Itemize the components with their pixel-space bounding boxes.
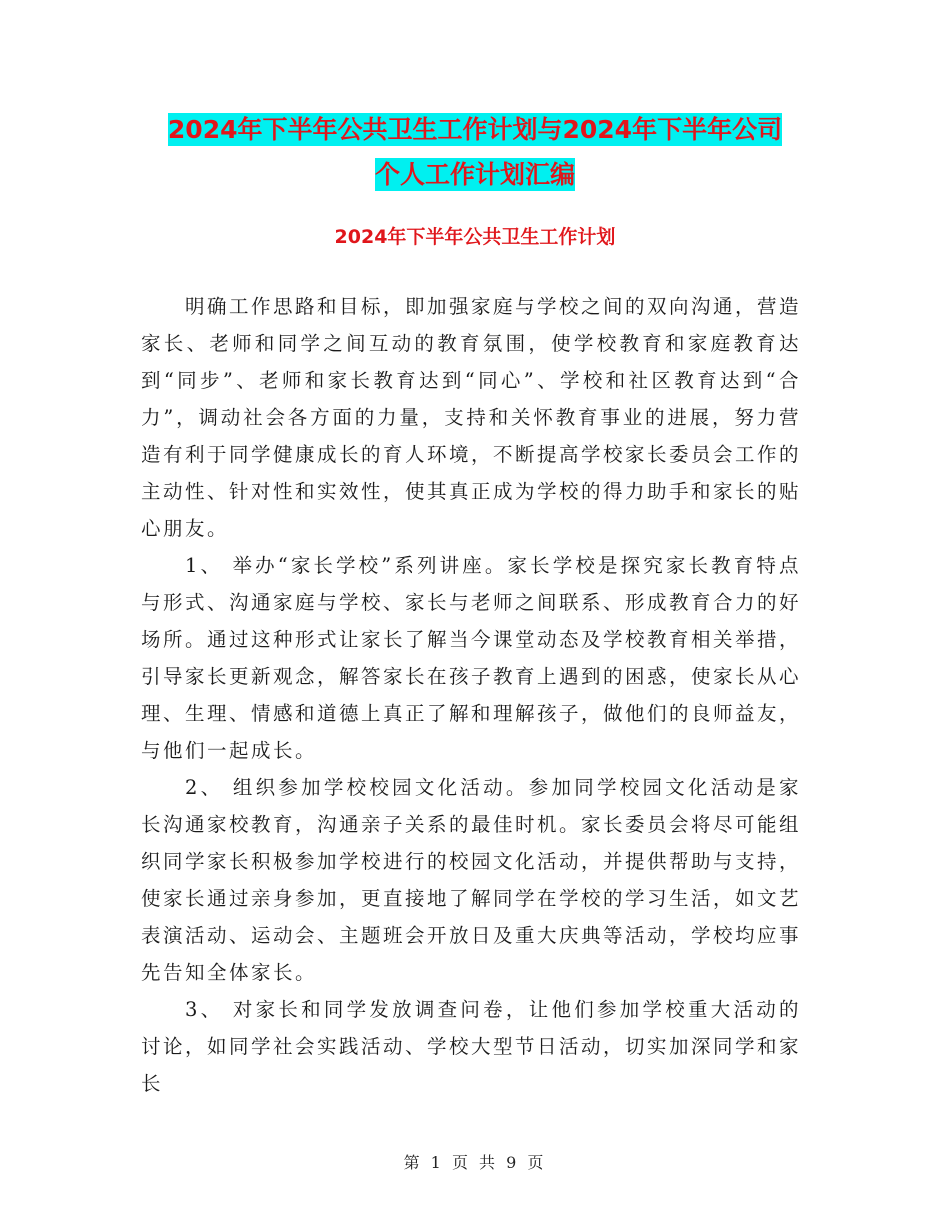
document-title-highlight-2: 个人工作计划汇编 [374,160,575,189]
document-title-line-1 [0,110,950,150]
page-footer: 第 1 页 共 9 页 [403,1153,547,1172]
section-title: 2024年下半年公共卫生工作计划 [334,226,616,248]
paragraph-item-3: 3、 对家长和同学发放调查问卷，让他们参加学校重大活动的讨论，如同学社会实践活动、学校大型节日活动，切实加深同学和家长 [141,998,802,1095]
paragraph-item-1: 1、 举办“家长学校”系列讲座。家长学校是探究家长教育特点与形式、沟通家庭与学校、家长与老师之间联系、形成教育合力的好场所。通过这种形式让家长了解当今课堂动态及学校教育相关举措，引导家长更新观念，解答家长在孩子教育上遇到的困惑，使家长从心理、生理、情感和道德上真正了解和理解孩子，做他们的良师益友，与他们一起成长。 [141,554,802,762]
paragraph-item-2: 2、 组织参加学校校园文化活动。参加同学校园文化活动是家长沟通家校教育，沟通亲子关系的最佳时机。家长委员会将尽可能组织同学家长积极参加学校进行的校园文化活动，并提供帮助与支持，使家长通过亲身参加，更直接地了解同学在学校的学习生活，如文艺表演活动、运动会、主题班会开放日及重大庆典等活动，学校均应事先告知全体家长。 [141,776,802,984]
document-title-highlight-1: 2024年下半年公共卫生工作计划与2024年下半年公司 [167,115,783,144]
document-title-line-2 [0,155,950,195]
document-body [141,288,801,1102]
paragraph-intro: 明确工作思路和目标，即加强家庭与学校之间的双向沟通，营造家长、老师和同学之间互动的教育氛围，使学校教育和家庭教育达到“同步”、老师和家长教育达到“同心”、学校和社区教育达到“合力”，调动社会各方面的力量，支持和关怀教育事业的进展，努力营造有利于同学健康成长的育人环境，不断提高学校家长委员会工作的主动性、针对性和实效性，使其真正成为学校的得力助手和家长的贴心朋友。 [141,295,802,540]
